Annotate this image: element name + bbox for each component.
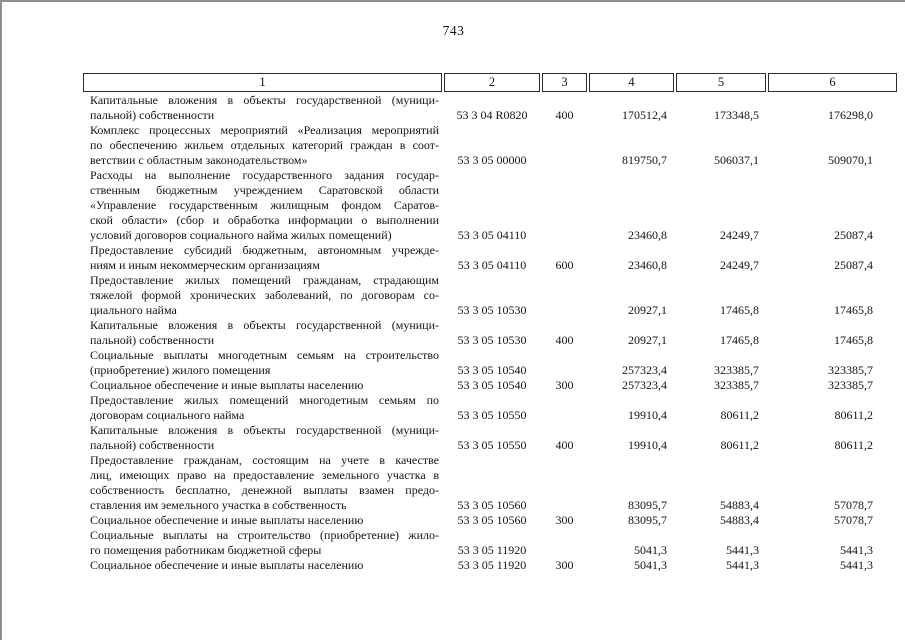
row-expense-name: Социальное обеспечение и иные выплаты населению [90, 513, 364, 527]
column-header-4: 4 [589, 73, 674, 92]
row-budget-code: 53 3 05 10540 [457, 363, 527, 377]
column-header-6: 6 [768, 73, 897, 92]
row-budget-code: 53 3 05 10550 [457, 408, 527, 422]
row-amount-col5: 54883,4 [720, 513, 759, 527]
row-amount-col4: 20927,1 [628, 303, 667, 317]
table-row [83, 123, 897, 168]
row-amount-col6: 25087,4 [834, 258, 873, 272]
row-expense-name: Предоставление субсидий бюджетным, автономным учрежде- ниям и иным некоммерческим организациям [90, 243, 439, 272]
row-budget-code: 53 3 05 11920 [457, 543, 527, 557]
row-amount-col5: 17465,8 [720, 303, 759, 317]
row-budget-code: 53 3 05 10530 [457, 303, 527, 317]
row-amount-col6: 57078,7 [834, 513, 873, 527]
table-row [83, 378, 897, 393]
row-expense-type-code: 400 [555, 438, 574, 452]
column-header-1: 1 [83, 73, 442, 92]
table-row [83, 168, 897, 243]
row-amount-col5: 24249,7 [720, 258, 759, 272]
row-budget-code: 53 3 05 04110 [457, 258, 527, 272]
column-header-2: 2 [444, 73, 540, 92]
row-amount-col6: 5441,3 [840, 558, 873, 572]
row-amount-col4: 23460,8 [628, 228, 667, 242]
table-row [83, 453, 897, 513]
table-row [83, 393, 897, 423]
row-amount-col5: 323385,7 [714, 363, 759, 377]
row-expense-name: Социальные выплаты на строительство (приобретение) жило- го помещения работникам бюджетной сферы [90, 528, 439, 557]
row-expense-name: Предоставление жилых помещений гражданам, страдающим тяжелой формой хронических заболеваний, по договорам со- циального найма [90, 273, 439, 317]
budget-table [83, 73, 897, 573]
row-expense-name: Социальное обеспечение и иные выплаты населению [90, 378, 364, 392]
row-amount-col4: 83095,7 [628, 513, 667, 527]
table-row [83, 318, 897, 348]
row-expense-type-code: 600 [555, 258, 574, 272]
row-budget-code: 53 3 05 11920 [457, 558, 527, 572]
row-amount-col4: 5041,3 [634, 543, 667, 557]
row-budget-code: 53 3 05 00000 [457, 153, 527, 167]
row-amount-col4: 257323,4 [622, 363, 667, 377]
row-budget-code: 53 3 05 10560 [457, 513, 527, 527]
row-amount-col5: 54883,4 [720, 498, 759, 512]
row-amount-col4: 20927,1 [628, 333, 667, 347]
row-amount-col6: 323385,7 [828, 363, 873, 377]
row-expense-name: Комплекс процессных мероприятий «Реализация мероприятий по обеспечению жильем отдельных категорий граждан в соот- ветствии с областным законодательством» [90, 123, 439, 167]
row-expense-type-code: 400 [555, 108, 574, 122]
row-amount-col5: 506037,1 [714, 153, 759, 167]
page-number: 743 [442, 23, 465, 38]
table-header-row [83, 73, 897, 92]
column-header-3: 3 [542, 73, 587, 92]
row-expense-name: Предоставление гражданам, состоящим на учете в качестве лиц, имеющих право на предоставление земельного участка в собственность бесплатно, денежной выплаты взамен предо- ставления им земельного участка в собственность [90, 453, 439, 512]
row-budget-code: 53 3 05 10530 [457, 333, 527, 347]
row-amount-col4: 19910,4 [628, 408, 667, 422]
row-amount-col4: 170512,4 [622, 108, 667, 122]
row-amount-col4: 19910,4 [628, 438, 667, 452]
row-amount-col4: 819750,7 [622, 153, 667, 167]
row-amount-col5: 5441,3 [726, 543, 759, 557]
row-amount-col6: 17465,8 [834, 303, 873, 317]
row-amount-col6: 57078,7 [834, 498, 873, 512]
row-amount-col5: 5441,3 [726, 558, 759, 572]
column-header-5: 5 [676, 73, 766, 92]
row-amount-col6: 80611,2 [834, 438, 873, 452]
row-budget-code: 53 3 05 10550 [457, 438, 527, 452]
row-expense-type-code: 300 [555, 558, 574, 572]
row-amount-col6: 80611,2 [834, 408, 873, 422]
row-amount-col4: 83095,7 [628, 498, 667, 512]
table-row [83, 558, 897, 573]
row-amount-col6: 323385,7 [828, 378, 873, 392]
row-amount-col4: 257323,4 [622, 378, 667, 392]
row-expense-type-code: 300 [555, 513, 574, 527]
row-expense-name: Расходы на выполнение государственного задания государ- ственным бюджетным учреждением Саратовской области «Управление государственным жилищным фондом Саратов- ской области» (сбор и обработка информации о выполнении условий договоров социального найма жилых помещений) [90, 168, 439, 242]
row-expense-name: Капитальные вложения в объекты государственной (муници- пальной) собственности [90, 318, 439, 347]
row-budget-code: 53 3 05 10560 [457, 498, 527, 512]
table-body [83, 93, 897, 573]
row-amount-col5: 173348,5 [714, 108, 759, 122]
row-budget-code: 53 3 05 04110 [457, 228, 527, 242]
table-row [83, 243, 897, 273]
row-amount-col5: 323385,7 [714, 378, 759, 392]
row-amount-col5: 80611,2 [720, 408, 759, 422]
row-amount-col5: 24249,7 [720, 228, 759, 242]
row-amount-col6: 176298,0 [828, 108, 873, 122]
row-expense-name: Капитальные вложения в объекты государственной (муници- пальной) собственности [90, 423, 439, 452]
row-budget-code: 53 3 05 10540 [457, 378, 527, 392]
row-amount-col5: 17465,8 [720, 333, 759, 347]
row-expense-name: Социальные выплаты многодетным семьям на строительство (приобретение) жилого помещения [90, 348, 439, 377]
row-amount-col6: 5441,3 [840, 543, 873, 557]
row-amount-col4: 5041,3 [634, 558, 667, 572]
row-expense-name: Капитальные вложения в объекты государственной (муници- пальной) собственности [90, 93, 439, 122]
table-row [83, 528, 897, 558]
row-amount-col5: 80611,2 [720, 438, 759, 452]
row-amount-col6: 25087,4 [834, 228, 873, 242]
table-row [83, 273, 897, 318]
row-expense-type-code: 300 [555, 378, 574, 392]
row-amount-col6: 509070,1 [828, 153, 873, 167]
row-expense-name: Социальное обеспечение и иные выплаты населению [90, 558, 364, 572]
table-row [83, 348, 897, 378]
table-row [83, 93, 897, 123]
table-row [83, 423, 897, 453]
row-budget-code: 53 3 04 R0820 [456, 108, 528, 122]
row-amount-col4: 23460,8 [628, 258, 667, 272]
table-row [83, 513, 897, 528]
row-amount-col6: 17465,8 [834, 333, 873, 347]
row-expense-name: Предоставление жилых помещений многодетным семьям по договорам социального найма [90, 393, 439, 422]
row-expense-type-code: 400 [555, 333, 574, 347]
